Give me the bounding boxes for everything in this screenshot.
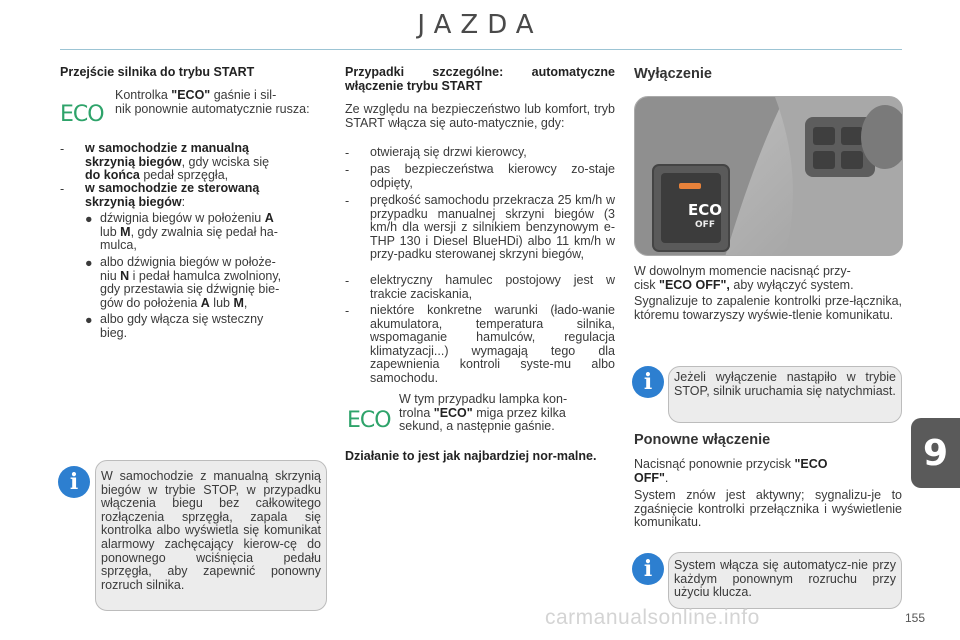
reenable-signal-text: System znów jest aktywny; sygnalizu-je to zgaśnięcie kontrolki przełącznika i wyświetlenie komunikatu.	[634, 488, 902, 530]
dashboard-illustration	[635, 97, 903, 256]
watermark: carmanualsonline.info	[545, 606, 760, 629]
section-title-start: Przejście silnika do trybu START	[60, 65, 255, 79]
eco-icon: ECO	[347, 408, 391, 433]
list-item: albo dźwignia biegów w położe- niu N i pedał hamulca zwolniony, gdy przestawia się dźwignię bie- gów do położenia A lub M,	[100, 255, 282, 310]
bullet-icon: ●	[85, 313, 93, 327]
auto-gearbox-item: w samochodzie ze sterowaną skrzynią biegów:	[85, 181, 260, 209]
section-title-off: Wyłączenie	[634, 66, 712, 82]
info-icon: i	[58, 466, 90, 498]
section-title-special-cases: Przypadki szczególne: automatyczne włączenie trybu START	[345, 65, 615, 93]
info-icon: i	[632, 366, 664, 398]
list-item: otwierają się drzwi kierowcy,	[370, 145, 527, 159]
eco-off-button-label-top: ECO	[687, 201, 722, 219]
off-instruction: W dowolnym momencie nacisnąć przy- cisk "ECO OFF", aby wyłączyć system.	[634, 264, 854, 292]
info-note-text: Jeżeli wyłączenie nastąpiło w trybie STOP, silnik uruchamia się natychmiast.	[674, 370, 896, 398]
bullet-icon: ●	[85, 256, 93, 270]
list-item: prędkość samochodu przekracza 25 km/h w przypadku manualnej skrzyni biegów (3 km/h dla wersji z silnikiem benzynowym e-THP 130 i Diesel BlueHDi) albo 11 km/h w przy-padku sterowanej skrzyni biegów,	[370, 193, 615, 262]
off-signal-text: Sygnalizuje to zapalenie kontrolki prze-łącznika, któremu towarzyszy wyświe-tlenie komunikatu.	[634, 294, 902, 322]
list-item: niektóre konkretne warunki (łado-wanie akumulatora, temperatura silnika, wspomaganie hamulców, regulacja klimatyzacji...) wymagają tego dla zapewnienia kontroli syste-mu albo samochodu.	[370, 303, 615, 385]
eco-icon: ECO	[60, 102, 104, 127]
info-note-text: W samochodzie z manualną skrzynią biegów w trybie STOP, w przypadku włączenia biegu bez całkowitego rozłączenia sprzęgła, zapala się kontrolka albo wyświetla się komunikat alarmowy zachęcający kierow-cę do ponownego wciśnięcia pedału sprzęgła, aby zapewnić ponowny rozruch silnika.	[101, 469, 321, 592]
dashboard-photo	[634, 96, 903, 256]
eco-blink-description: W tym przypadku lampka kon- trolna "ECO" miga przez kilka sekund, a następnie gaśnie.	[399, 392, 568, 434]
eco-off-button-label-bottom: OFF	[695, 220, 715, 230]
list-item: dźwignia biegów w położeniu A lub M, gdy zwalnia się pedał ha- mulca,	[100, 211, 278, 253]
bullet-icon: ●	[85, 212, 93, 226]
page-number: 155	[905, 611, 926, 625]
intro-text: Ze względu na bezpieczeństwo lub komfort, tryb START włącza się auto-matycznie, gdy:	[345, 102, 615, 130]
page-title: JAZDA	[417, 10, 543, 40]
section-title-reenable: Ponowne włączenie	[634, 432, 771, 448]
list-dash: -	[60, 182, 65, 196]
list-item: pas bezpieczeństwa kierowcy zo-staje odpięty,	[370, 162, 615, 190]
reenable-instruction: Nacisnąć ponownie przycisk "ECO OFF".	[634, 457, 828, 485]
eco-description: Kontrolka "ECO" gaśnie i sil- nik ponownie automatycznie rusza:	[115, 88, 310, 116]
chapter-tab: 9	[911, 418, 960, 488]
info-icon: i	[632, 553, 664, 585]
list-item: elektryczny hamulec postojowy jest w trakcie zaciskania,	[370, 273, 615, 301]
manual-gearbox-item: w samochodzie z manualną skrzynią biegów, gdy wciska się do końca pedał sprzęgła,	[85, 141, 270, 183]
header-divider	[60, 49, 902, 50]
info-note-text: System włącza się automatycz-nie przy każdym ponownym rozruchu przy użyciu klucza.	[674, 558, 896, 600]
list-item: albo gdy włącza się wsteczny bieg.	[100, 312, 264, 340]
normal-operation-note: Działanie to jest jak najbardziej nor-malne.	[345, 449, 597, 463]
list-dash: -	[60, 142, 65, 156]
